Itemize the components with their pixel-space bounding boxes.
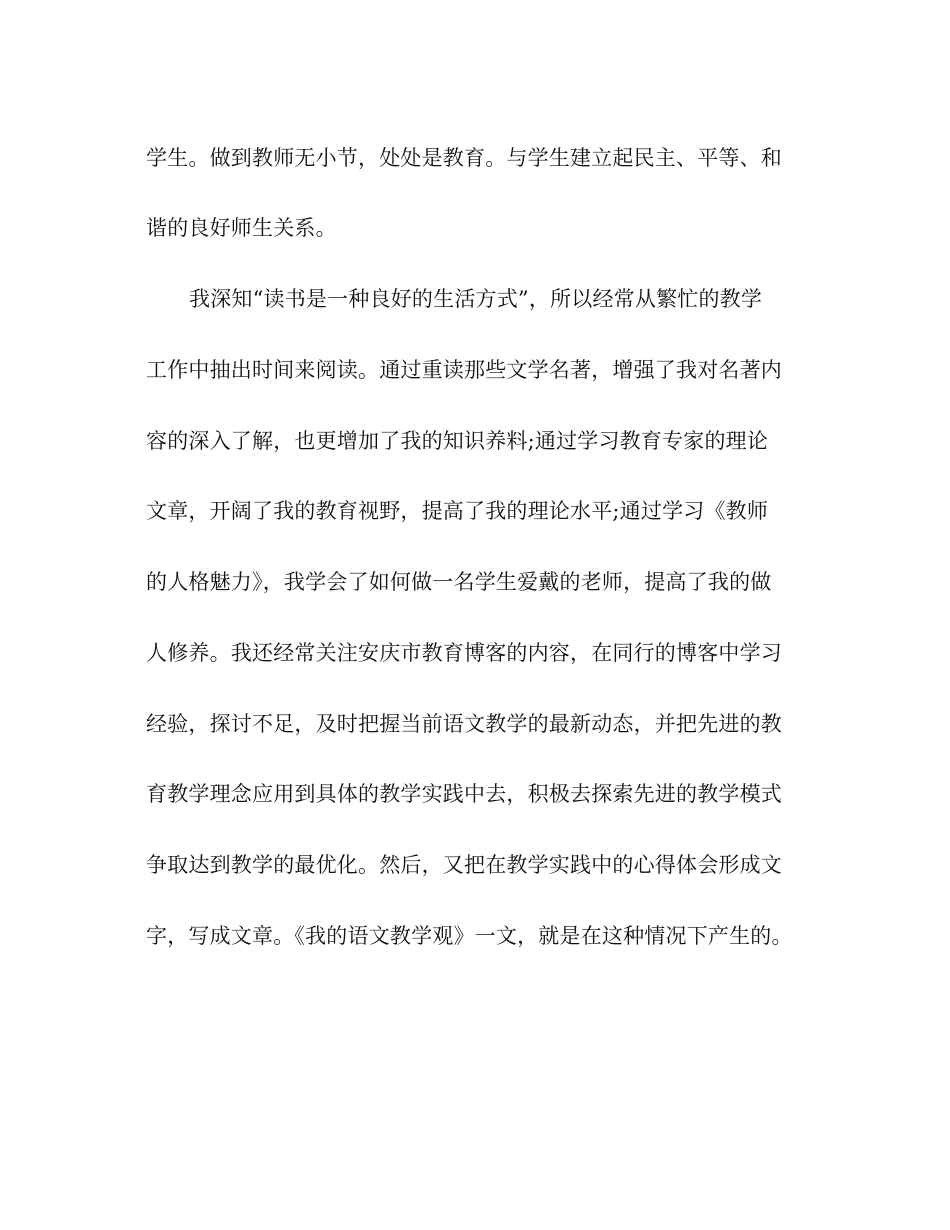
paragraph-line: 工作中抽出时间来阅读。通过重读那些文学名著，增强了我对名著内	[146, 358, 782, 382]
paragraph-first-line: 我深知“读书是一种良好的生活方式”，所以经常从繁忙的教学	[189, 287, 763, 311]
paragraph-line: 人修养。我还经常关注安庆市教育博客的内容，在同行的博客中学习	[146, 641, 782, 665]
paragraph-line: 文章，开阔了我的教育视野，提高了我的理论水平;通过学习《教师	[146, 499, 769, 523]
paragraph-line: 学生。做到教师无小节，处处是教育。与学生建立起民主、平等、和	[146, 146, 782, 170]
paragraph-line: 字，写成文章。《我的语文教学观》一文，就是在这种情况下产生的。	[146, 924, 793, 948]
paragraph-line: 谐的良好师生关系。	[146, 216, 337, 240]
paragraph-line: 争取达到教学的最优化。然后，又把在教学实践中的心得体会形成文	[146, 853, 782, 877]
paragraph-line: 经验，探讨不足，及时把握当前语文教学的最新动态，并把先进的教	[146, 712, 782, 736]
paragraph-line: 容的深入了解，也更增加了我的知识养料;通过学习教育专家的理论	[146, 429, 769, 453]
paragraph-line: 育教学理念应用到具体的教学实践中去，积极去探索先进的教学模式	[146, 782, 782, 806]
paragraph-line: 的人格魅力》，我学会了如何做一名学生爱戴的老师，提高了我的做	[146, 570, 772, 594]
